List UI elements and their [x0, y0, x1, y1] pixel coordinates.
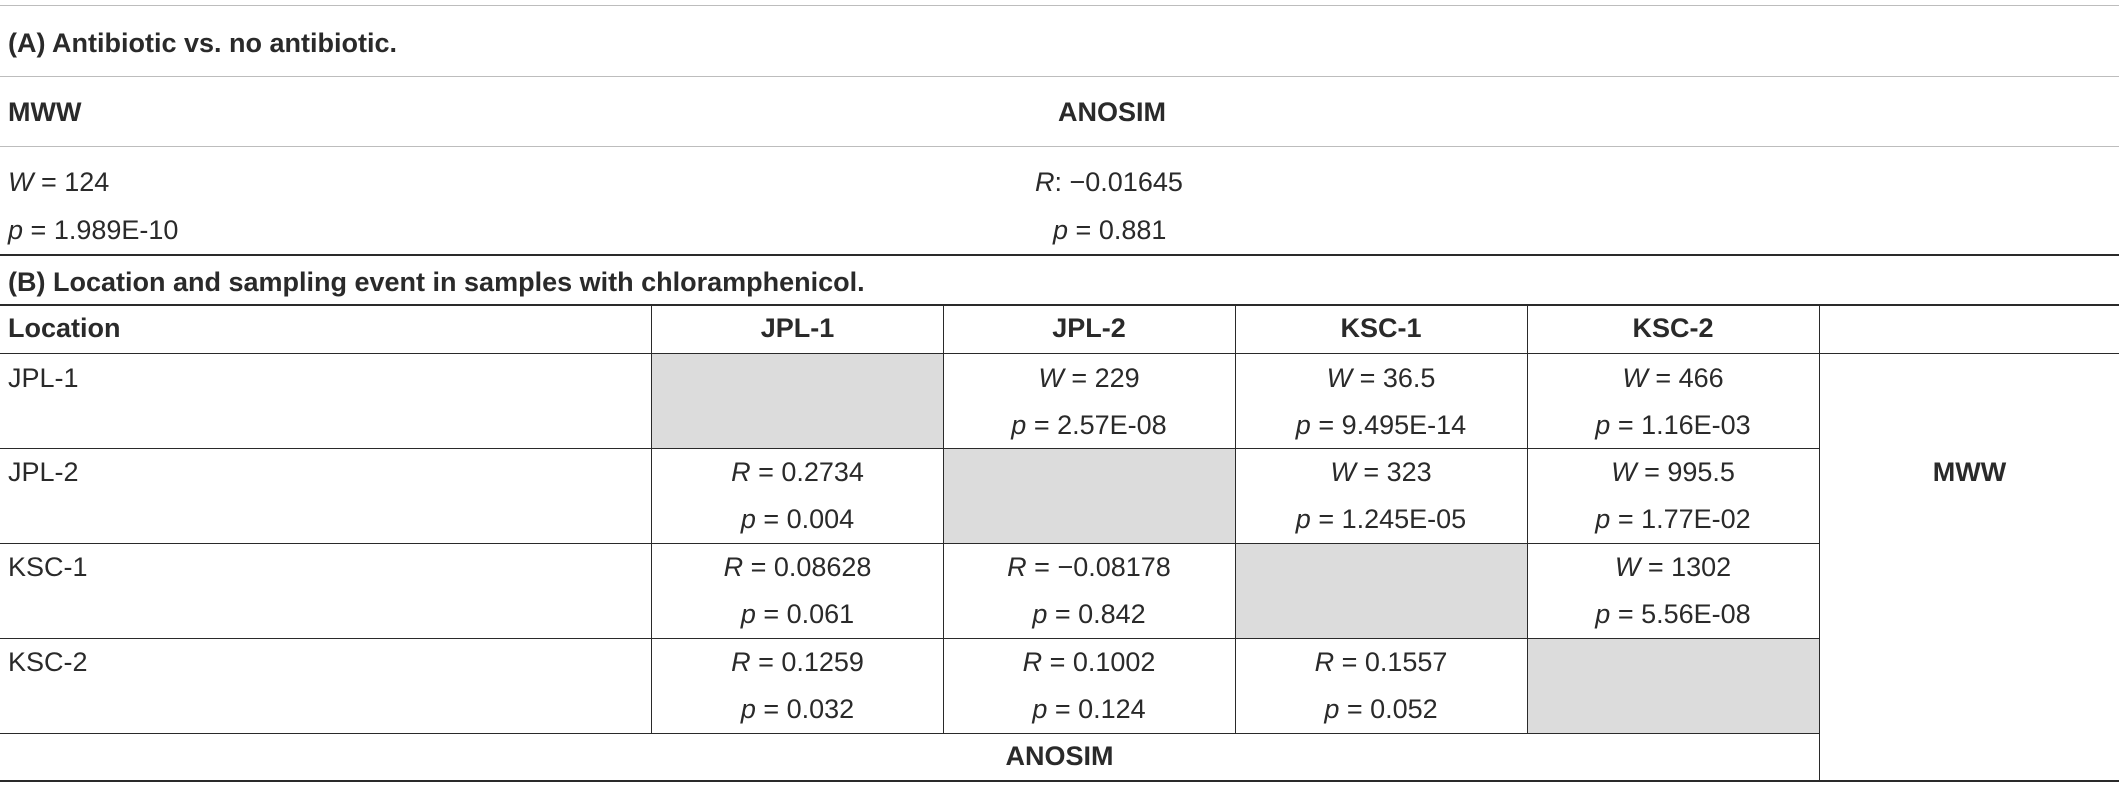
row-label: KSC-1 — [8, 552, 88, 582]
cell-stat: W = 995.5 — [1611, 457, 1735, 487]
cell-p-value: p = 0.061 — [740, 599, 855, 629]
mww-header: MWW — [8, 97, 82, 127]
cell-p-value: p = 1.16E-03 — [1595, 410, 1751, 440]
cell-stat: R = 0.1259 — [731, 647, 864, 677]
cell-stat: W = 1302 — [1614, 552, 1732, 582]
row-label: JPL-2 — [8, 457, 79, 487]
cell-p-value: p = 1.245E-05 — [1295, 504, 1467, 534]
cell-stat: W = 229 — [1038, 363, 1140, 393]
cell-stat: W = 323 — [1330, 457, 1432, 487]
top-rule — [0, 5, 2119, 6]
cell-stat: W = 466 — [1622, 363, 1724, 393]
cell-stat: W = 36.5 — [1326, 363, 1436, 393]
cell-stat: R = 0.1557 — [1314, 647, 1448, 677]
rule — [0, 76, 2119, 77]
empty-diagonal-cell — [943, 448, 1235, 543]
column-header: KSC-1 — [1340, 313, 1422, 343]
cell-stat: R = 0.08628 — [723, 552, 872, 582]
anosim-bottom-label: ANOSIM — [1005, 741, 1114, 771]
cell-p-value: p = 0.052 — [1324, 694, 1438, 724]
column-header: JPL-1 — [760, 313, 835, 343]
empty-diagonal-cell — [1235, 543, 1527, 638]
cell-p-value: p = 0.124 — [1032, 694, 1146, 724]
row-label: KSC-2 — [8, 647, 88, 677]
row-label: JPL-1 — [8, 363, 79, 393]
cell-p-value: p = 0.004 — [740, 504, 855, 534]
section-divider — [0, 254, 2119, 256]
header-rule — [0, 353, 2119, 354]
column-rule — [1819, 305, 1820, 781]
cell-p-value: p = 5.56E-08 — [1595, 599, 1751, 629]
location-header: Location — [8, 313, 121, 343]
cell-p-value: p = 0.842 — [1032, 599, 1146, 629]
anosim-p-value: p = 0.881 — [1053, 215, 1167, 245]
cell-p-value: p = 1.77E-02 — [1595, 504, 1751, 534]
cell-stat: R = −0.08178 — [1007, 552, 1171, 582]
empty-diagonal-cell — [652, 354, 943, 448]
cell-p-value: p = 2.57E-08 — [1011, 410, 1167, 440]
rule — [0, 146, 2119, 147]
column-header: KSC-2 — [1632, 313, 1714, 343]
section-a-title: (A) Antibiotic vs. no antibiotic. — [8, 28, 397, 58]
anosim-r-stat: R: −0.01645 — [1035, 167, 1183, 197]
empty-diagonal-cell — [1527, 638, 1819, 734]
mww-w-stat: W = 124 — [8, 167, 110, 197]
row-rule — [0, 733, 1819, 734]
row-rule — [0, 543, 1819, 544]
bottom-rule — [0, 780, 2119, 782]
rule — [0, 304, 2119, 306]
mww-p-value: p = 1.989E-10 — [8, 215, 179, 245]
cell-stat: R = 0.2734 — [731, 457, 864, 487]
section-b-title: (B) Location and sampling event in samples with chloramphenicol. — [8, 267, 865, 297]
row-rule — [0, 448, 1819, 449]
mww-side-label: MWW — [1932, 457, 2007, 487]
column-header: JPL-2 — [1052, 313, 1126, 343]
anosim-header: ANOSIM — [1058, 97, 1166, 127]
cell-stat: R = 0.1002 — [1022, 647, 1156, 677]
cell-p-value: p = 0.032 — [740, 694, 855, 724]
cell-p-value: p = 9.495E-14 — [1295, 410, 1467, 440]
row-rule — [0, 638, 1819, 639]
